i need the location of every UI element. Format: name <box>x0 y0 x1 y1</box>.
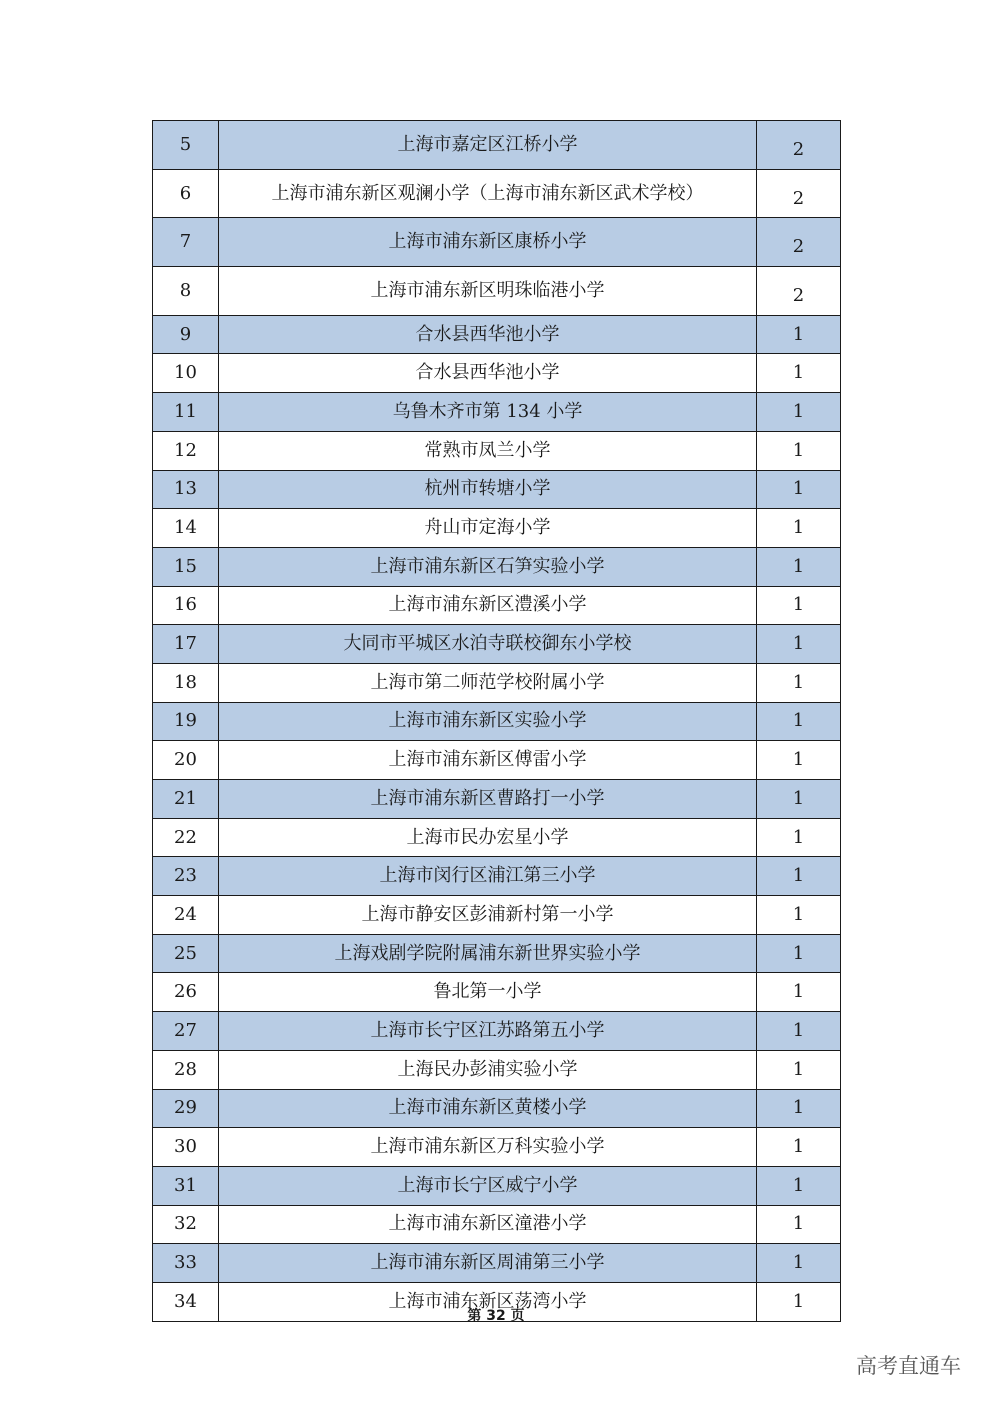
count-cell: 1 <box>757 663 841 702</box>
school-name-cell: 上海戏剧学院附属浦东新世界实验小学 <box>219 934 757 973</box>
count-cell: 1 <box>757 818 841 857</box>
row-number-cell: 15 <box>153 547 219 586</box>
count-cell: 2 <box>757 267 841 316</box>
table-row <box>153 741 841 780</box>
school-name-cell: 上海市静安区彭浦新村第一小学 <box>219 896 757 935</box>
count-cell: 2 <box>757 218 841 267</box>
school-name-cell: 合水县西华池小学 <box>219 354 757 393</box>
row-number-cell: 26 <box>153 973 219 1012</box>
row-number-cell: 33 <box>153 1244 219 1283</box>
count-cell: 1 <box>757 702 841 741</box>
row-number-cell: 21 <box>153 780 219 819</box>
school-name-cell: 上海市浦东新区潼港小学 <box>219 1205 757 1244</box>
table-row <box>153 663 841 702</box>
table-row <box>153 1012 841 1051</box>
school-name-cell: 上海市浦东新区实验小学 <box>219 702 757 741</box>
count-cell: 1 <box>757 1089 841 1128</box>
table-row <box>153 702 841 741</box>
row-number-cell: 18 <box>153 663 219 702</box>
row-number-cell: 12 <box>153 431 219 470</box>
row-number-cell: 5 <box>153 121 219 170</box>
school-name-cell: 上海市民办宏星小学 <box>219 818 757 857</box>
school-name-cell: 上海民办彭浦实验小学 <box>219 1050 757 1089</box>
row-number-cell: 6 <box>153 169 219 218</box>
table-row <box>153 393 841 432</box>
row-number-cell: 14 <box>153 509 219 548</box>
school-table-container <box>152 120 840 1322</box>
count-cell: 1 <box>757 857 841 896</box>
school-name-cell: 上海市浦东新区明珠临港小学 <box>219 267 757 316</box>
school-name-cell: 上海市第二师范学校附属小学 <box>219 663 757 702</box>
count-cell: 1 <box>757 625 841 664</box>
school-name-cell: 上海市浦东新区康桥小学 <box>219 218 757 267</box>
table-row <box>153 470 841 509</box>
table-row <box>153 1050 841 1089</box>
count-cell: 2 <box>757 121 841 170</box>
count-cell: 1 <box>757 509 841 548</box>
table-row <box>153 780 841 819</box>
table-row <box>153 354 841 393</box>
row-number-cell: 7 <box>153 218 219 267</box>
table-row <box>153 973 841 1012</box>
table-row <box>153 169 841 218</box>
table-row <box>153 1089 841 1128</box>
school-name-cell: 上海市浦东新区万科实验小学 <box>219 1128 757 1167</box>
school-name-cell: 上海市浦东新区黄楼小学 <box>219 1089 757 1128</box>
count-cell: 1 <box>757 431 841 470</box>
school-name-cell: 舟山市定海小学 <box>219 509 757 548</box>
table-row <box>153 509 841 548</box>
watermark-text: 高考直通车 <box>856 1354 961 1378</box>
row-number-cell: 19 <box>153 702 219 741</box>
table-row <box>153 857 841 896</box>
count-cell: 1 <box>757 315 841 354</box>
count-cell: 1 <box>757 780 841 819</box>
row-number-cell: 31 <box>153 1166 219 1205</box>
count-cell: 1 <box>757 470 841 509</box>
school-name-cell: 上海市浦东新区石笋实验小学 <box>219 547 757 586</box>
count-cell: 1 <box>757 1128 841 1167</box>
row-number-cell: 11 <box>153 393 219 432</box>
school-name-cell: 鲁北第一小学 <box>219 973 757 1012</box>
row-number-cell: 16 <box>153 586 219 625</box>
table-row <box>153 586 841 625</box>
table-row <box>153 1244 841 1283</box>
count-cell: 1 <box>757 1282 841 1321</box>
count-cell: 1 <box>757 741 841 780</box>
row-number-cell: 20 <box>153 741 219 780</box>
school-name-cell: 杭州市转塘小学 <box>219 470 757 509</box>
count-cell: 1 <box>757 586 841 625</box>
row-number-cell: 10 <box>153 354 219 393</box>
count-cell: 1 <box>757 1012 841 1051</box>
table-row <box>153 934 841 973</box>
table-row <box>153 121 841 170</box>
school-name-cell: 上海市浦东新区周浦第三小学 <box>219 1244 757 1283</box>
page-number: 第 32 页 <box>467 1308 525 1324</box>
count-cell: 1 <box>757 1050 841 1089</box>
count-cell: 1 <box>757 547 841 586</box>
table-row <box>153 625 841 664</box>
school-name-cell: 上海市浦东新区澧溪小学 <box>219 586 757 625</box>
table-row <box>153 547 841 586</box>
count-cell: 1 <box>757 934 841 973</box>
row-number-cell: 23 <box>153 857 219 896</box>
table-row <box>153 818 841 857</box>
count-cell: 1 <box>757 1166 841 1205</box>
row-number-cell: 9 <box>153 315 219 354</box>
count-cell: 1 <box>757 973 841 1012</box>
row-number-cell: 25 <box>153 934 219 973</box>
count-cell: 1 <box>757 1205 841 1244</box>
row-number-cell: 32 <box>153 1205 219 1244</box>
school-name-cell: 合水县西华池小学 <box>219 315 757 354</box>
school-name-cell: 常熟市凤兰小学 <box>219 431 757 470</box>
table-row <box>153 1205 841 1244</box>
row-number-cell: 34 <box>153 1282 219 1321</box>
count-cell: 1 <box>757 354 841 393</box>
table-row <box>153 218 841 267</box>
row-number-cell: 28 <box>153 1050 219 1089</box>
table-row <box>153 315 841 354</box>
school-table <box>152 120 841 1322</box>
school-name-cell: 上海市浦东新区傅雷小学 <box>219 741 757 780</box>
school-name-cell: 上海市长宁区江苏路第五小学 <box>219 1012 757 1051</box>
row-number-cell: 22 <box>153 818 219 857</box>
row-number-cell: 13 <box>153 470 219 509</box>
table-row <box>153 431 841 470</box>
school-name-cell: 上海市嘉定区江桥小学 <box>219 121 757 170</box>
school-name-cell: 上海市闵行区浦江第三小学 <box>219 857 757 896</box>
row-number-cell: 30 <box>153 1128 219 1167</box>
school-name-cell: 大同市平城区水泊寺联校御东小学校 <box>219 625 757 664</box>
row-number-cell: 8 <box>153 267 219 316</box>
table-row <box>153 896 841 935</box>
table-row <box>153 1128 841 1167</box>
school-table-body <box>153 121 841 1322</box>
row-number-cell: 17 <box>153 625 219 664</box>
school-name-cell: 乌鲁木齐市第 134 小学 <box>219 393 757 432</box>
table-row <box>153 1166 841 1205</box>
school-name-cell: 上海市浦东新区曹路打一小学 <box>219 780 757 819</box>
count-cell: 1 <box>757 1244 841 1283</box>
school-name-cell: 上海市浦东新区观澜小学（上海市浦东新区武术学校） <box>219 169 757 218</box>
count-cell: 2 <box>757 169 841 218</box>
school-name-cell: 上海市浦东新区荡湾小学 <box>219 1282 757 1321</box>
row-number-cell: 27 <box>153 1012 219 1051</box>
row-number-cell: 29 <box>153 1089 219 1128</box>
count-cell: 1 <box>757 896 841 935</box>
row-number-cell: 24 <box>153 896 219 935</box>
table-row <box>153 267 841 316</box>
school-name-cell: 上海市长宁区威宁小学 <box>219 1166 757 1205</box>
count-cell: 1 <box>757 393 841 432</box>
